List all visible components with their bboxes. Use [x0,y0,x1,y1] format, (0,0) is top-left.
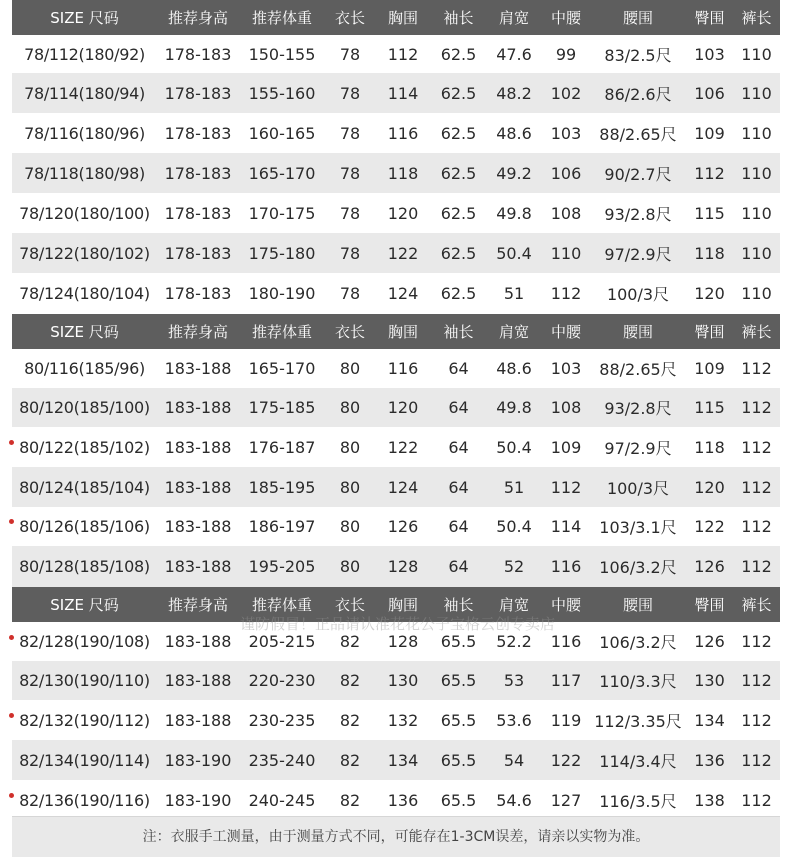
header-cell: 推荐身高 [157,587,239,622]
measurement-note: 注：衣服手工测量，由于测量方式不同，可能存在1-3CM误差，请亲以实物为准。 [12,816,780,857]
size-cell: 82/132(190/112) [19,710,150,730]
value-cell: 118 [694,437,725,457]
value-cell: 112 [550,284,582,303]
value-cell: 80 [325,467,375,507]
table-row [12,113,780,153]
value-cell: 112/3.35尺 [594,711,682,731]
value-cell: 54 [486,740,542,780]
value-cell: 97/2.9尺 [604,438,672,458]
value-cell: 112 [733,740,780,780]
value-cell: 78 [339,123,361,143]
header-cell: 肩宽 [486,587,542,622]
value-cell: 178-183 [164,123,232,143]
header-cell: 衣长 [325,587,375,622]
value-cell: 110 [733,233,780,273]
value-cell: 109 [694,359,725,378]
value-cell: 178-183 [157,233,239,273]
value-cell: 82 [325,661,375,700]
value-cell: 64 [448,517,469,536]
value-cell: 116 [387,359,419,378]
value-cell: 110 [542,233,590,273]
size-cell: 78/114(180/94) [12,73,157,113]
value-cell: 108 [542,388,590,427]
value-cell: 124 [387,284,419,303]
value-cell: 180-190 [248,284,316,303]
value-cell: 116/3.5尺 [599,791,677,811]
value-cell: 80 [339,359,361,378]
value-cell: 49.8 [486,388,542,427]
value-cell: 136 [387,790,419,810]
value-cell: 220-230 [239,661,325,700]
value-cell: 108 [550,203,582,223]
value-cell: 126 [686,546,733,587]
value-cell: 64 [431,388,486,427]
value-cell: 183-188 [157,388,239,427]
header-cell: SIZE 尺码 [12,0,157,35]
value-cell: 178-183 [157,153,239,193]
value-cell: 52 [486,546,542,587]
table-row [12,35,780,73]
value-cell: 170-175 [248,203,316,223]
value-cell: 178-183 [164,284,232,303]
header-cell: 肩宽 [486,0,542,35]
table-row [12,153,780,193]
value-cell: 86/2.6尺 [590,73,686,113]
value-cell: 128 [375,546,431,587]
value-cell: 110 [741,123,772,143]
value-cell: 65.5 [440,632,477,651]
value-cell: 235-240 [239,740,325,780]
value-cell: 117 [542,661,590,700]
value-cell: 82 [339,710,361,730]
header-cell: 裤长 [733,0,780,35]
value-cell: 165-170 [248,359,316,378]
value-cell: 80 [325,546,375,587]
value-cell: 51 [486,467,542,507]
value-cell: 54.6 [496,790,532,810]
value-cell: 112 [733,661,780,700]
value-cell: 114 [375,73,431,113]
size-cell: 78/124(180/104) [19,284,150,303]
value-cell: 205-215 [248,632,316,651]
size-cell: 82/136(190/116) [19,790,150,810]
table-row [12,740,780,780]
value-cell: 100/3尺 [590,467,686,507]
value-cell: 112 [733,388,780,427]
header-cell: 衣长 [325,0,375,35]
header-cell: 胸围 [375,0,431,35]
value-cell: 110 [741,203,772,223]
value-cell: 65.5 [431,661,486,700]
header-cell: 推荐体重 [239,587,325,622]
size-cell: 78/116(180/96) [24,123,145,143]
header-cell: SIZE 尺码 [12,314,157,349]
value-cell: 106 [542,153,590,193]
value-cell: 185-195 [239,467,325,507]
size-cell: 80/116(185/96) [24,359,145,378]
value-cell: 48.6 [496,123,532,143]
table-row [12,427,780,467]
value-cell: 53 [486,661,542,700]
value-cell: 62.5 [440,123,477,143]
value-cell: 112 [542,467,590,507]
value-cell: 120 [694,284,725,303]
value-cell: 49.2 [486,153,542,193]
value-cell: 80 [339,437,361,457]
value-cell: 103/3.1尺 [599,518,677,537]
value-cell: 138 [694,790,725,810]
value-cell: 240-245 [248,790,316,810]
header-cell: 中腰 [542,0,590,35]
table-row [12,661,780,700]
header-cell: 裤长 [733,314,780,349]
value-cell: 183-188 [157,546,239,587]
value-cell: 106 [686,73,733,113]
value-cell: 102 [542,73,590,113]
size-chart [12,0,780,820]
header-cell: 袖长 [431,0,486,35]
value-cell: 122 [375,233,431,273]
value-cell: 112 [741,437,772,457]
value-cell: 118 [686,233,733,273]
value-cell: 183-190 [157,740,239,780]
size-cell: 78/122(180/102) [12,233,157,273]
size-cell: 80/128(185/108) [12,546,157,587]
header-cell: 中腰 [542,587,590,622]
size-cell: 78/118(180/98) [12,153,157,193]
value-cell: 183-190 [164,790,232,810]
value-cell: 65.5 [440,790,477,810]
value-cell: 103 [550,123,582,143]
value-cell: 53.6 [496,710,532,730]
value-cell: 150-155 [248,44,316,64]
value-cell: 155-160 [239,73,325,113]
table-row [12,273,780,314]
value-cell: 118 [375,153,431,193]
header-cell: 推荐身高 [157,314,239,349]
header-cell: 袖长 [431,314,486,349]
value-cell: 48.2 [486,73,542,113]
header-row [12,587,780,622]
size-cell: 80/126(185/106) [19,517,150,536]
value-cell: 50.4 [486,233,542,273]
value-cell: 97/2.9尺 [590,233,686,273]
value-cell: 126 [387,517,419,536]
value-cell: 110/3.3尺 [590,661,686,700]
value-cell: 112 [741,790,772,810]
header-cell: 臀围 [686,0,733,35]
value-cell: 62.5 [440,44,477,64]
value-cell: 110 [741,284,772,303]
value-cell: 50.4 [496,517,532,536]
value-cell: 112 [733,546,780,587]
value-cell: 109 [694,123,725,143]
value-cell: 116 [550,632,582,651]
table-row [12,700,780,740]
value-cell: 62.5 [431,233,486,273]
value-cell: 112 [733,467,780,507]
value-cell: 183-188 [164,359,232,378]
value-cell: 64 [431,467,486,507]
value-cell: 122 [694,517,725,536]
value-cell: 112 [741,632,772,651]
header-cell: 胸围 [375,587,431,622]
value-cell: 120 [387,203,419,223]
value-cell: 122 [387,437,419,457]
value-cell: 62.5 [440,203,477,223]
value-cell: 110 [733,73,780,113]
header-cell: 腰围 [590,587,686,622]
value-cell: 62.5 [440,284,477,303]
value-cell: 99 [555,44,577,64]
value-cell: 176-187 [248,437,316,457]
value-cell: 112 [741,517,772,536]
value-cell: 109 [550,437,582,457]
header-cell: 衣长 [325,314,375,349]
value-cell: 52.2 [496,632,532,651]
size-cell: 82/134(190/114) [12,740,157,780]
value-cell: 49.8 [496,203,532,223]
value-cell: 116 [542,546,590,587]
value-cell: 93/2.8尺 [604,204,672,224]
value-cell: 112 [387,44,419,64]
value-cell: 82 [339,632,361,651]
table-row [12,193,780,233]
value-cell: 64 [448,437,469,457]
value-cell: 183-188 [157,467,239,507]
value-cell: 106/3.2尺 [599,633,677,652]
value-cell: 78 [339,284,361,303]
value-cell: 115 [686,388,733,427]
value-cell: 120 [686,467,733,507]
watermark-text: 谨防假冒！正品请认准花花公子宝格云创专卖店 [240,615,556,633]
size-table [12,0,780,820]
value-cell: 88/2.65尺 [599,360,677,379]
value-cell: 65.5 [440,710,477,730]
header-cell: 袖长 [431,587,486,622]
value-cell: 115 [694,203,725,223]
value-cell: 127 [550,790,582,810]
value-cell: 78 [325,233,375,273]
value-cell: 90/2.7尺 [590,153,686,193]
header-cell: 臀围 [686,314,733,349]
marker-dot [9,635,14,640]
value-cell: 106/3.2尺 [590,546,686,587]
value-cell: 112 [741,359,772,378]
value-cell: 100/3尺 [606,285,670,304]
marker-dot [9,440,14,445]
value-cell: 82 [339,790,361,810]
value-cell: 130 [686,661,733,700]
value-cell: 103 [694,44,725,64]
value-cell: 78 [339,203,361,223]
value-cell: 175-185 [239,388,325,427]
table-row [12,467,780,507]
size-cell: 78/120(180/100) [19,203,150,223]
value-cell: 51 [503,284,525,303]
value-cell: 178-183 [164,203,232,223]
size-table-body [12,0,780,820]
value-cell: 112 [741,710,772,730]
value-cell: 62.5 [431,73,486,113]
header-cell: 臀围 [686,587,733,622]
value-cell: 175-180 [239,233,325,273]
value-cell: 50.4 [496,437,532,457]
value-cell: 78 [339,44,361,64]
value-cell: 119 [550,710,582,730]
value-cell: 122 [542,740,590,780]
value-cell: 178-183 [164,44,232,64]
table-row [12,349,780,388]
value-cell: 183-188 [164,437,232,457]
value-cell: 62.5 [431,153,486,193]
table-row [12,622,780,661]
size-cell: 80/120(185/100) [12,388,157,427]
header-cell: 腰围 [590,314,686,349]
marker-dot [9,713,14,718]
value-cell: 126 [694,632,725,651]
value-cell: 195-205 [239,546,325,587]
value-cell: 80 [325,388,375,427]
value-cell: 124 [375,467,431,507]
value-cell: 183-188 [164,517,232,536]
value-cell: 116 [387,123,419,143]
value-cell: 160-165 [248,123,316,143]
value-cell: 65.5 [431,740,486,780]
header-cell: 中腰 [542,314,590,349]
value-cell: 130 [375,661,431,700]
value-cell: 93/2.8尺 [590,388,686,427]
table-row [12,233,780,273]
value-cell: 64 [448,359,469,378]
value-cell: 114 [550,517,582,536]
size-cell: 82/130(190/110) [12,661,157,700]
size-cell: 78/112(180/92) [24,44,145,64]
size-cell: 80/122(185/102) [19,437,150,457]
size-cell: 80/124(185/104) [12,467,157,507]
value-cell: 110 [741,44,772,64]
value-cell: 186-197 [248,517,316,536]
value-cell: 80 [339,517,361,536]
value-cell: 120 [375,388,431,427]
value-cell: 132 [387,710,419,730]
value-cell: 48.6 [496,359,532,378]
header-cell: 推荐身高 [157,0,239,35]
marker-dot [9,793,14,798]
size-cell: 82/128(190/108) [19,632,150,651]
value-cell: 64 [431,546,486,587]
value-cell: 134 [375,740,431,780]
header-cell: 肩宽 [486,314,542,349]
value-cell: 114/3.4尺 [590,740,686,780]
value-cell: 88/2.65尺 [599,124,677,144]
value-cell: 78 [325,153,375,193]
header-cell: 裤长 [733,587,780,622]
value-cell: 183-188 [157,661,239,700]
header-cell: 胸围 [375,314,431,349]
value-cell: 178-183 [157,73,239,113]
table-row [12,73,780,113]
table-row [12,546,780,587]
value-cell: 103 [550,359,582,378]
value-cell: 78 [325,73,375,113]
table-row [12,507,780,546]
value-cell: 183-188 [164,632,232,651]
header-cell: SIZE 尺码 [12,587,157,622]
header-cell: 推荐体重 [239,0,325,35]
value-cell: 134 [694,710,725,730]
value-cell: 230-235 [248,710,316,730]
value-cell: 83/2.5尺 [604,45,672,65]
table-row [12,388,780,427]
header-cell: 腰围 [590,0,686,35]
value-cell: 110 [733,153,780,193]
value-cell: 47.6 [496,44,532,64]
marker-dot [9,519,14,524]
value-cell: 128 [387,632,419,651]
value-cell: 136 [686,740,733,780]
header-row [12,314,780,349]
value-cell: 183-188 [164,710,232,730]
header-cell: 推荐体重 [239,314,325,349]
value-cell: 82 [325,740,375,780]
value-cell: 165-170 [239,153,325,193]
value-cell: 112 [686,153,733,193]
header-row [12,0,780,35]
table-row [12,780,780,820]
